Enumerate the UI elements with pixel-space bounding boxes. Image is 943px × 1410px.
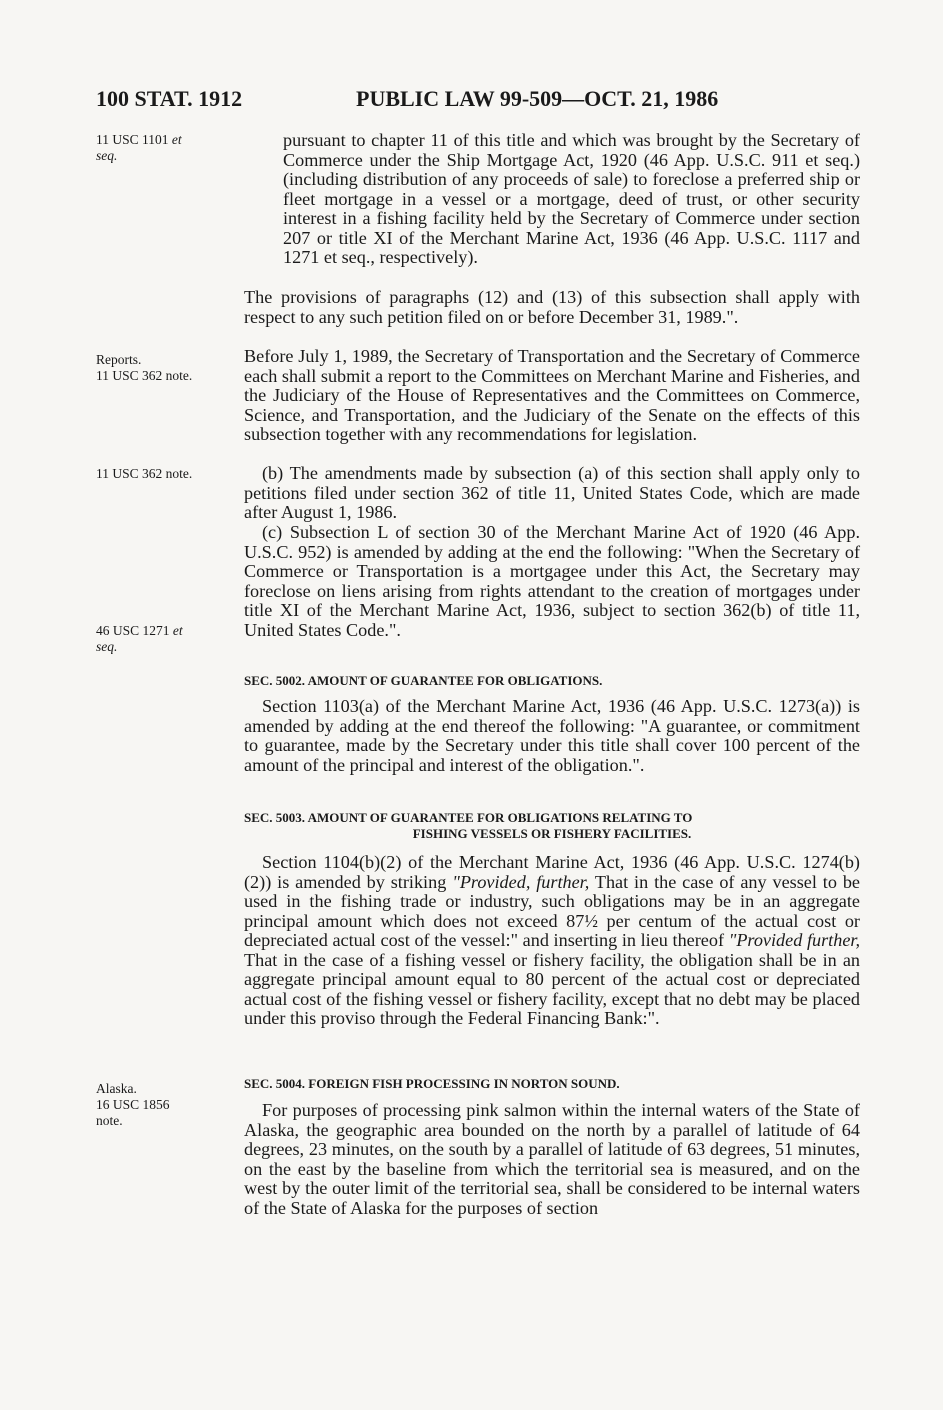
section-heading-5003 [244, 810, 860, 842]
paragraph-b [244, 464, 860, 523]
paragraph-reports [244, 347, 860, 445]
paragraph-text: (b) The amendments made by subsection (a) of this section shall apply only to petitions filed under section 362 of title 11, United States Code, which are made after August 1, 1986. [244, 463, 860, 522]
margin-note-text: 11 USC 362 note. [96, 466, 193, 481]
text-run: That in the case of a fishing vessel or fishery facility, the obligation shall be in an aggregate principal amount equal to 80 percent of the actual cost or depreciated actual cost of the fishing vessel or fishery facility, except that no debt may be placed under this proviso through the Federal Financing Bank:". [244, 949, 860, 1028]
paragraph-text: The provisions of paragraphs (12) and (13) of this subsection shall apply with respect to any such petition filed on or before December 31, 1989.". [244, 287, 860, 327]
paragraph-text: Section 1103(a) of the Merchant Marine Act, 1936 (46 App. U.S.C. 1273(a)) is amended by adding at the end thereof the following: "A guarantee, or commitment to guarantee, made by the Secretary under this title shall cover 100 percent of the amount of the principal and interest of the obligation.". [244, 696, 860, 775]
section-heading-5002: SEC. 5002. AMOUNT OF GUARANTEE FOR OBLIGATIONS. [244, 673, 603, 688]
italic-run: "Provided, further, [452, 871, 590, 892]
margin-note-text: Reports. [96, 352, 142, 367]
margin-note-italic: seq. [96, 148, 118, 163]
margin-note-text: 11 USC 362 note. [96, 368, 193, 383]
paragraph-c [244, 523, 860, 640]
section-heading-line: FISHING VESSELS OR FISHERY FACILITIES. [412, 826, 692, 841]
margin-note-usc-1271 [96, 623, 226, 655]
paragraph-sec-5004 [244, 1101, 860, 1218]
margin-note-italic: et [171, 132, 182, 147]
statute-page-number: 100 STAT. 1912 [96, 86, 243, 111]
margin-note-alaska [96, 1081, 226, 1129]
page-header [96, 86, 860, 116]
paragraph-provisions [244, 288, 860, 327]
paragraph-continued [244, 131, 860, 268]
paragraph-sec-5003 [244, 853, 860, 1029]
paragraph-text: pursuant to chapter 11 of this title and which was brought by the Secretary of Commerce under the Ship Mortgage Act, 1920 (46 App. U.S.C. 911 et seq.) (including distribution of any proceeds of sale) to foreclose a preferred ship or fleet mortgage in a vessel or a mortgage, deed of trust, or other security interest in a fishing facility held by the Secretary of Commerce under section 207 or title XI of the Merchant Marine Act, 1936 (46 App. U.S.C. 1117 and 1271 et seq., respectively). [283, 130, 860, 267]
paragraph-text: (c) Subsection L of section 30 of the Merchant Marine Act of 1920 (46 App. U.S.C. 952) is amended by adding at the end the following: "When the Secretary of Commerce or Transportation is a mortgagee under this Act, the Secretary may foreclose on liens arising from rights attendant to the creation of mortgages under title XI of the Merchant Marine Act, 1936, subject to section 362(b) of title 11, United States Code.". [244, 522, 860, 640]
margin-note-text: Alaska. [96, 1081, 137, 1096]
margin-note-text: 11 USC 1101 [96, 132, 172, 147]
text-run: Section 1104(b)(2) of the Merchant Marine Act, 1936 (46 App. U.S.C. 1274(b)(2)) is amended by striking [244, 852, 860, 892]
text-run: That in the case of any vessel to be used in the fishing trade or industry, such obligations may be in an aggregate principal amount which does not exceed 87½ per centum of the actual cost or depreciated actual cost of the vessel:" and inserting in lieu thereof [244, 871, 860, 950]
margin-note-text: 46 USC 1271 [96, 623, 173, 638]
margin-note-usc-1101 [96, 132, 226, 164]
margin-note-italic: et [172, 623, 183, 638]
margin-note-text: note. [96, 1113, 123, 1128]
paragraph-text [244, 853, 860, 1029]
margin-note-text: 16 USC 1856 [96, 1097, 170, 1112]
public-law-title: PUBLIC LAW 99-509—OCT. 21, 1986 [356, 86, 719, 111]
section-heading-line: SEC. 5003. AMOUNT OF GUARANTEE FOR OBLIGATIONS RELATING TO [244, 810, 693, 825]
italic-run: "Provided further, [728, 930, 861, 950]
section-heading-5004: SEC. 5004. FOREIGN FISH PROCESSING IN NORTON SOUND. [244, 1076, 620, 1091]
paragraph-sec-5002 [244, 697, 860, 775]
margin-note-usc-362 [96, 466, 226, 482]
paragraph-text: For purposes of processing pink salmon within the internal waters of the State of Alaska, the geographic area bounded on the north by a parallel of latitude of 64 degrees, 23 minutes, on the south by a parallel of latitude of 63 degrees, 51 minutes, on the east by the baseline from which the territorial sea is measured, and on the west by the outer limit of the territorial sea, shall be considered to be internal waters of the State of Alaska for the purposes of section [244, 1100, 860, 1218]
margin-note-italic: seq. [96, 639, 118, 654]
margin-note-reports [96, 352, 226, 384]
paragraph-text: Before July 1, 1989, the Secretary of Transportation and the Secretary of Commerce each shall submit a report to the Committees on Merchant Marine and Fisheries, and the Judiciary of the House of Representatives and the Committees on Commerce, Science, and Transportation, and the Judiciary of the Senate on the effects of this subsection together with any recommendations for legislation. [244, 346, 860, 444]
